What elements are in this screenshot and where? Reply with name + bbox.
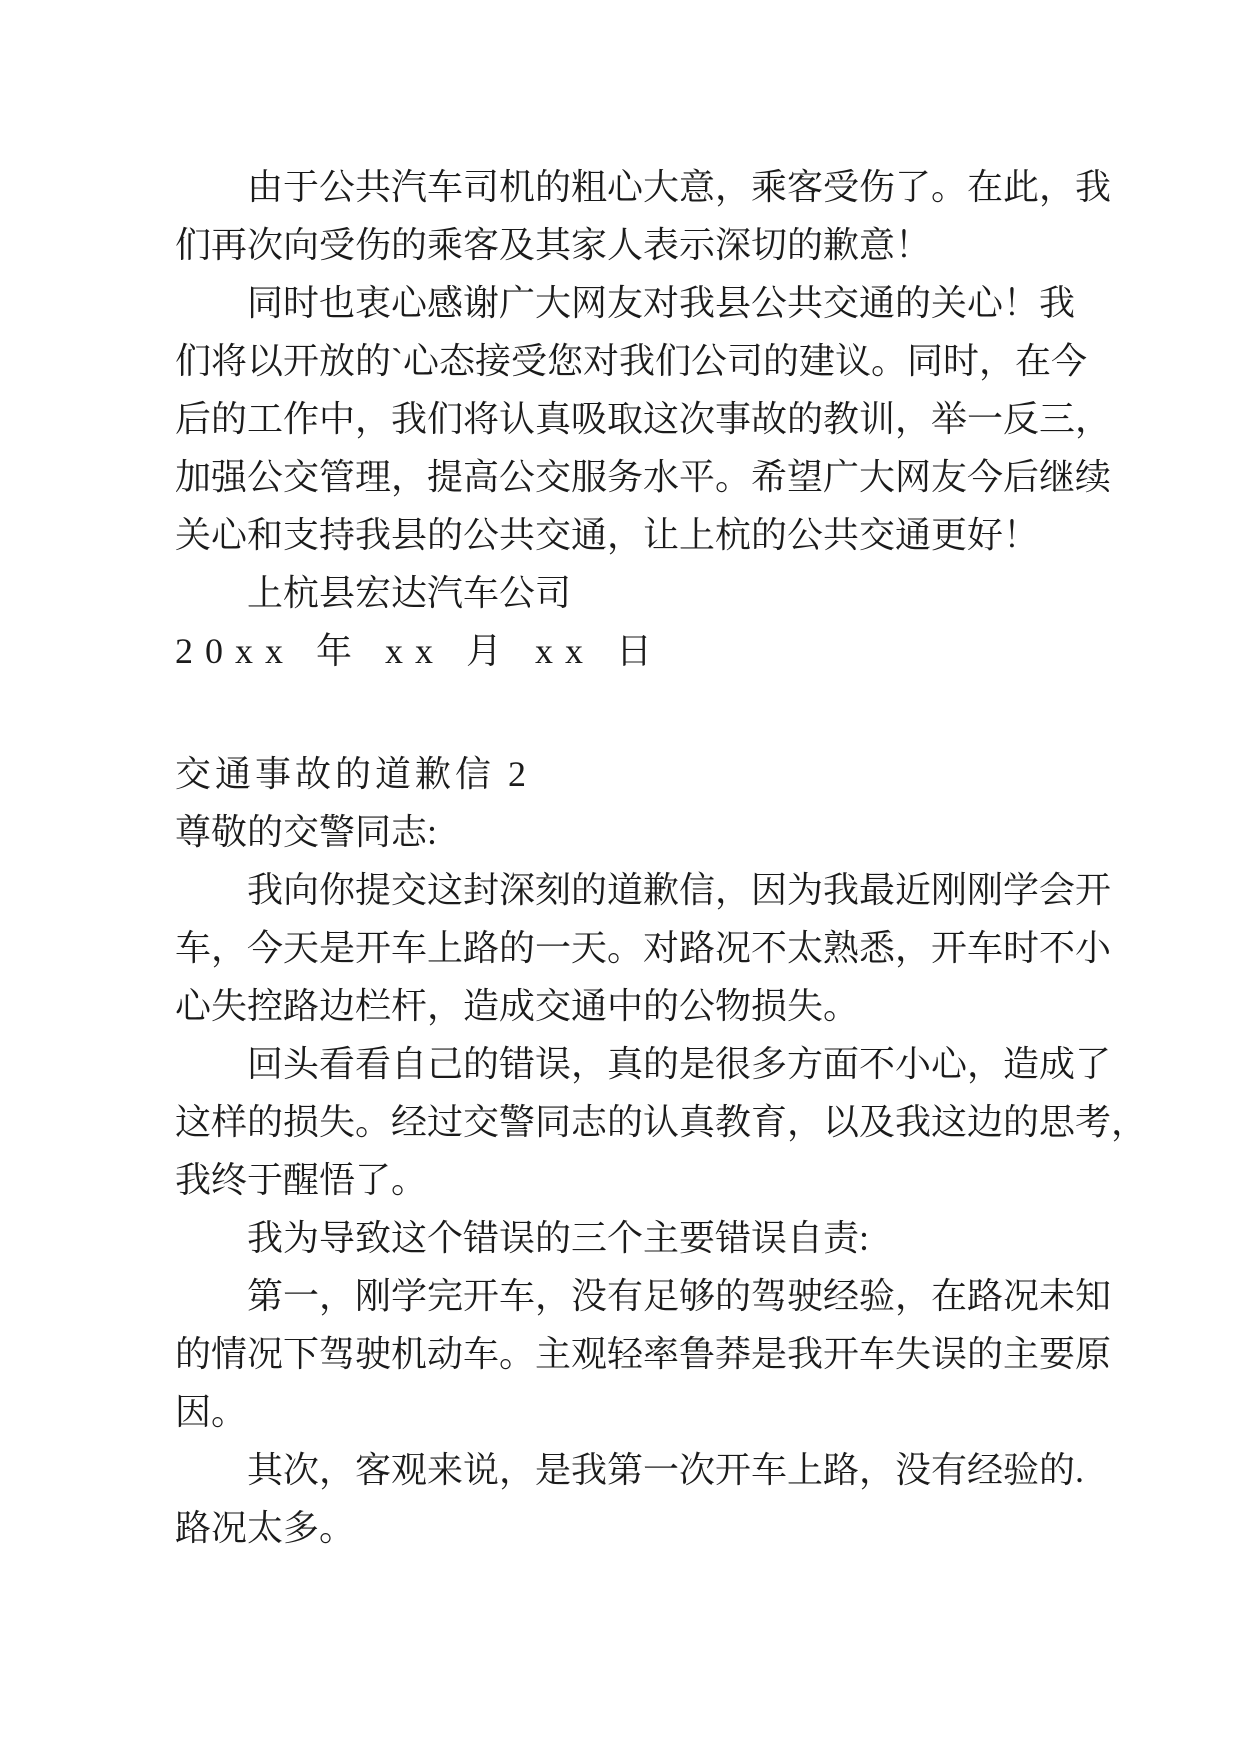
text-line: 由于公共汽车司机的粗心大意，乘客受伤了。在此，我 [247, 167, 1112, 207]
section-heading: 交通事故的道歉信 2 [175, 754, 531, 794]
text-line: 路况太多。 [175, 1508, 356, 1548]
text-line: 车，今天是开车上路的一天。对路况不太熟悉，开车时不小 [175, 928, 1112, 968]
text-line: 上杭县宏达汽车公司 [247, 573, 572, 613]
text-line: 我终于醒悟了。 [175, 1160, 428, 1200]
text-line: 其次，客观来说，是我第一次开车上路，没有经验的. [247, 1450, 1085, 1490]
section-gap [175, 680, 1175, 745]
text-line: 的情况下驾驶机动车。主观轻率鲁莽是我开车失误的主要原 [175, 1334, 1112, 1374]
text-line: 我向你提交这封深刻的道歉信，因为我最近刚刚学会开 [247, 870, 1112, 910]
text-line: 们再次向受伤的乘客及其家人表示深切的歉意！ [175, 225, 932, 265]
text-line: 尊敬的交警同志: [175, 812, 438, 852]
text-line: 心失控路边栏杆，造成交通中的公物损失。 [175, 986, 860, 1026]
text-line: 们将以开放的`心态接受您对我们公司的建议。同时，在今 [175, 341, 1087, 381]
document-body [175, 158, 1175, 1557]
text-line: 关心和支持我县的公共交通，让上杭的公共交通更好！ [175, 515, 1040, 555]
date-line: 20xx 年 xx 月 xx 日 [175, 631, 664, 671]
text-line: 同时也衷心感谢广大网友对我县公共交通的关心！我 [247, 283, 1076, 323]
text-line: 加强公交管理，提高公交服务水平。希望广大网友今后继续 [175, 457, 1112, 497]
text-line: 我为导致这个错误的三个主要错误自责: [247, 1218, 870, 1258]
text-line: 后的工作中，我们将认真吸取这次事故的教训，举一反三， [175, 399, 1112, 439]
text-line: 因。 [175, 1392, 248, 1432]
text-line: 回头看看自己的错误，真的是很多方面不小心，造成了 [247, 1044, 1112, 1084]
text-line: 这样的损失。经过交警同志的认真教育，以及我这边的思考， [175, 1102, 1148, 1142]
text-line: 第一，刚学完开车，没有足够的驾驶经验，在路况未知 [247, 1276, 1112, 1316]
